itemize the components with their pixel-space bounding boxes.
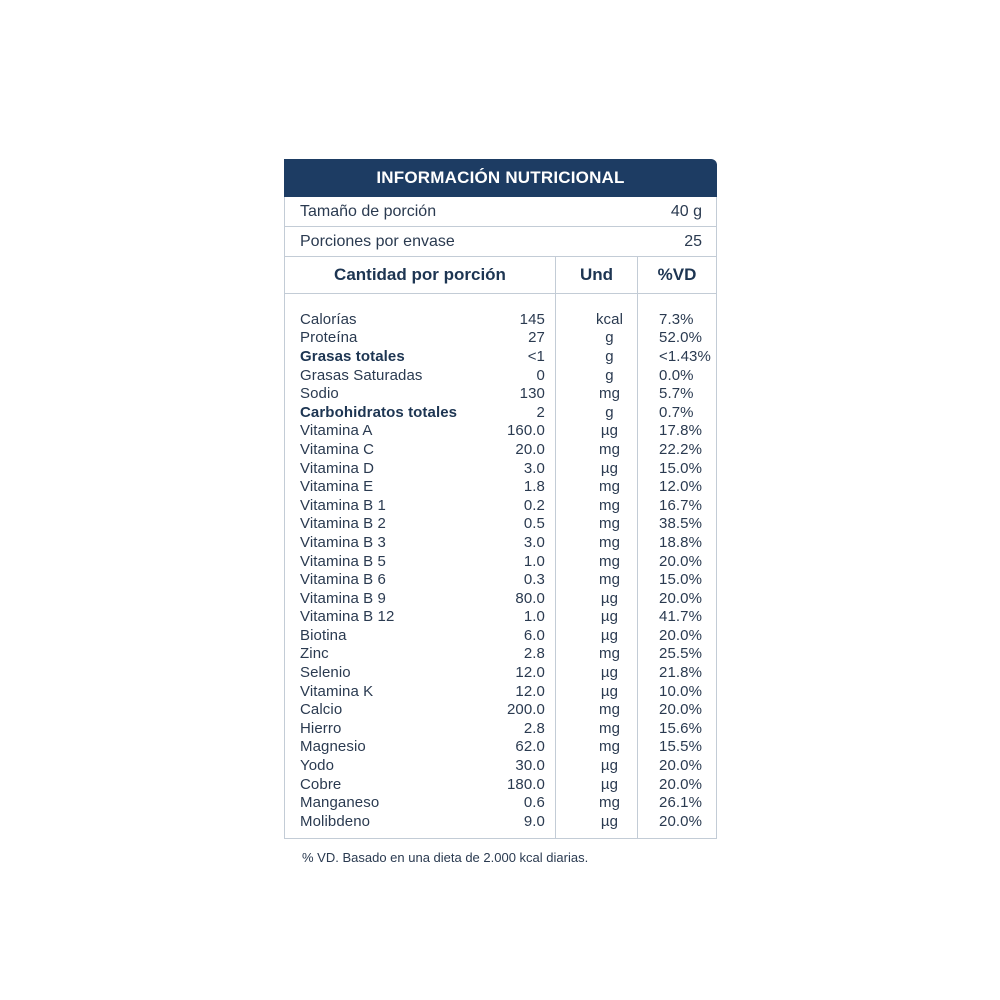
nutrient-dv: 10.0% [659,682,703,700]
nutrient-row [285,366,716,385]
nutrient-name: Vitamina B 1 [300,496,386,514]
nutrient-dv: 16.7% [659,496,703,514]
nutrient-row [285,403,716,422]
nutrient-amount: 27 [528,329,545,347]
nutrient-row [285,589,716,608]
serving-size-row [285,197,716,227]
nutrient-row [285,384,716,403]
nutrient-dv: 38.5% [659,515,703,533]
nutrient-dv: 20.0% [659,757,703,775]
nutrient-name: Calcio [300,701,343,719]
nutrient-amount: 1.8 [523,478,545,496]
nutrient-unit: mg [598,645,621,663]
nutrient-row [285,310,716,329]
nutrient-dv: 20.0% [659,626,703,644]
nutrient-row [285,477,716,496]
nutrient-amount: 1.0 [523,552,545,570]
nutrient-name: Vitamina B 6 [300,571,386,589]
nutrient-amount: 0.6 [523,794,545,812]
nutrient-name: Vitamina B 12 [300,608,395,626]
nutrient-dv: 0.7% [659,403,694,421]
nutrient-amount: 0.3 [523,571,545,589]
column-header-unit: Und [556,257,638,293]
nutrient-amount: 0 [536,366,545,384]
nutrient-amount: 20.0 [515,440,545,458]
nutrition-title: INFORMACIÓN NUTRICIONAL [284,159,717,197]
nutrient-unit: µg [600,589,619,607]
column-header-dv: %VD [657,265,697,284]
column-divider [637,294,638,838]
nutrient-dv: 18.8% [659,533,703,551]
nutrient-dv: 26.1% [659,794,703,812]
nutrient-row [285,329,716,348]
nutrient-dv: 25.5% [659,645,703,663]
nutrient-amount: 3.0 [523,533,545,551]
nutrient-unit: µg [600,682,619,700]
nutrient-dv: 7.3% [659,310,694,328]
nutrient-row [285,570,716,589]
nutrient-unit: mg [598,478,621,496]
nutrient-unit: g [605,347,614,365]
servings-per-container-row [285,227,716,257]
nutrient-row [285,700,716,719]
nutrient-name: Hierro [300,719,342,737]
nutrient-amount: 2 [536,403,545,421]
nutrient-amount: 2.8 [523,719,545,737]
servings-per-container-value: 25 [684,232,702,250]
nutrient-amount: 6.0 [523,626,545,644]
footnote: % VD. Basado en una dieta de 2.000 kcal diarias. [302,850,589,865]
nutrient-unit: mg [598,701,621,719]
nutrient-unit: µg [600,757,619,775]
nutrient-dv: 52.0% [659,329,703,347]
servings-per-container-label: Porciones por envase [300,232,455,250]
nutrient-amount: 62.0 [515,738,545,756]
nutrient-unit: mg [598,719,621,737]
nutrient-unit: kcal [595,310,624,328]
column-header-amount: Cantidad por porción [285,257,556,293]
nutrient-list [285,294,716,838]
nutrient-name: Vitamina D [300,459,375,477]
nutrient-row [285,793,716,812]
nutrient-amount: 0.5 [523,515,545,533]
nutrient-row [285,682,716,701]
nutrient-dv: 15.0% [659,571,703,589]
nutrient-unit: g [605,329,614,347]
nutrient-dv: 15.6% [659,719,703,737]
nutrition-facts-panel [284,159,717,839]
serving-size-value: 40 g [670,202,702,220]
nutrient-amount: 145 [519,310,545,328]
nutrient-name: Vitamina K [300,682,374,700]
nutrient-row [285,422,716,441]
nutrient-name: Vitamina B 9 [300,589,386,607]
nutrient-dv: 22.2% [659,440,703,458]
nutrient-row [285,756,716,775]
nutrient-name: Sodio [300,385,339,403]
nutrient-row [285,608,716,627]
nutrient-name: Cobre [300,775,342,793]
column-header-row [285,257,716,294]
nutrient-name: Proteína [300,329,358,347]
nutrient-unit: mg [598,738,621,756]
nutrient-row [285,347,716,366]
nutrient-name: Yodo [300,757,335,775]
nutrient-name: Biotina [300,626,347,644]
nutrient-row [285,459,716,478]
nutrient-row [285,440,716,459]
nutrient-unit: g [605,366,614,384]
nutrient-dv: 41.7% [659,608,703,626]
nutrient-name: Molibdeno [300,812,371,830]
nutrient-amount: 2.8 [523,645,545,663]
nutrient-dv: <1.43% [659,347,711,365]
nutrient-row [285,812,716,831]
nutrient-unit: µg [600,608,619,626]
nutrient-name: Calorías [300,310,357,328]
nutrient-unit: mg [598,794,621,812]
nutrient-amount: 160.0 [506,422,545,440]
nutrient-unit: mg [598,515,621,533]
nutrient-amount: 180.0 [506,775,545,793]
nutrient-amount: 12.0 [515,664,545,682]
nutrient-row [285,645,716,664]
nutrient-amount: 9.0 [523,812,545,830]
nutrient-amount: 3.0 [523,459,545,477]
nutrient-amount: 130 [519,385,545,403]
nutrient-name: Vitamina B 2 [300,515,386,533]
nutrient-name: Grasas Saturadas [300,366,423,384]
nutrient-name: Magnesio [300,738,366,756]
nutrient-unit: µg [600,422,619,440]
nutrient-row [285,738,716,757]
nutrient-unit: µg [600,812,619,830]
nutrient-row [285,552,716,571]
nutrient-unit: µg [600,626,619,644]
nutrient-dv: 5.7% [659,385,694,403]
nutrient-row [285,533,716,552]
column-divider [555,294,556,838]
nutrient-unit: µg [600,459,619,477]
nutrient-dv: 20.0% [659,552,703,570]
nutrient-unit: mg [598,440,621,458]
nutrient-name: Zinc [300,645,329,663]
nutrient-unit: mg [598,552,621,570]
nutrient-dv: 15.0% [659,459,703,477]
nutrition-table [284,197,717,839]
serving-size-label: Tamaño de porción [300,202,437,220]
nutrient-amount: 80.0 [515,589,545,607]
nutrient-row [285,626,716,645]
nutrient-dv: 21.8% [659,664,703,682]
nutrient-unit: g [605,403,614,421]
nutrient-amount: 30.0 [515,757,545,775]
nutrient-amount: 200.0 [506,701,545,719]
nutrient-amount: <1 [527,347,545,365]
nutrient-amount: 1.0 [523,608,545,626]
nutrient-dv: 20.0% [659,812,703,830]
nutrient-name: Carbohidratos totales [300,403,458,421]
nutrient-dv: 15.5% [659,738,703,756]
nutrient-unit: µg [600,775,619,793]
nutrient-name: Vitamina B 5 [300,552,386,570]
nutrient-dv: 12.0% [659,478,703,496]
nutrient-unit: mg [598,496,621,514]
nutrient-name: Vitamina B 3 [300,533,386,551]
nutrient-dv: 20.0% [659,701,703,719]
nutrient-unit: µg [600,664,619,682]
nutrient-dv: 17.8% [659,422,703,440]
nutrient-amount: 0.2 [523,496,545,514]
nutrient-name: Vitamina C [300,440,375,458]
nutrient-unit: mg [598,571,621,589]
nutrient-name: Vitamina E [300,478,374,496]
nutrient-unit: mg [598,385,621,403]
nutrient-name: Selenio [300,664,351,682]
nutrient-row [285,515,716,534]
nutrient-row [285,775,716,794]
nutrient-dv: 0.0% [659,366,694,384]
nutrient-row [285,496,716,515]
nutrient-row [285,663,716,682]
nutrient-name: Vitamina A [300,422,373,440]
nutrient-unit: mg [598,533,621,551]
nutrient-name: Manganeso [300,794,380,812]
nutrient-row [285,719,716,738]
nutrient-name: Grasas totales [300,347,405,365]
nutrient-dv: 20.0% [659,775,703,793]
nutrient-amount: 12.0 [515,682,545,700]
nutrient-dv: 20.0% [659,589,703,607]
